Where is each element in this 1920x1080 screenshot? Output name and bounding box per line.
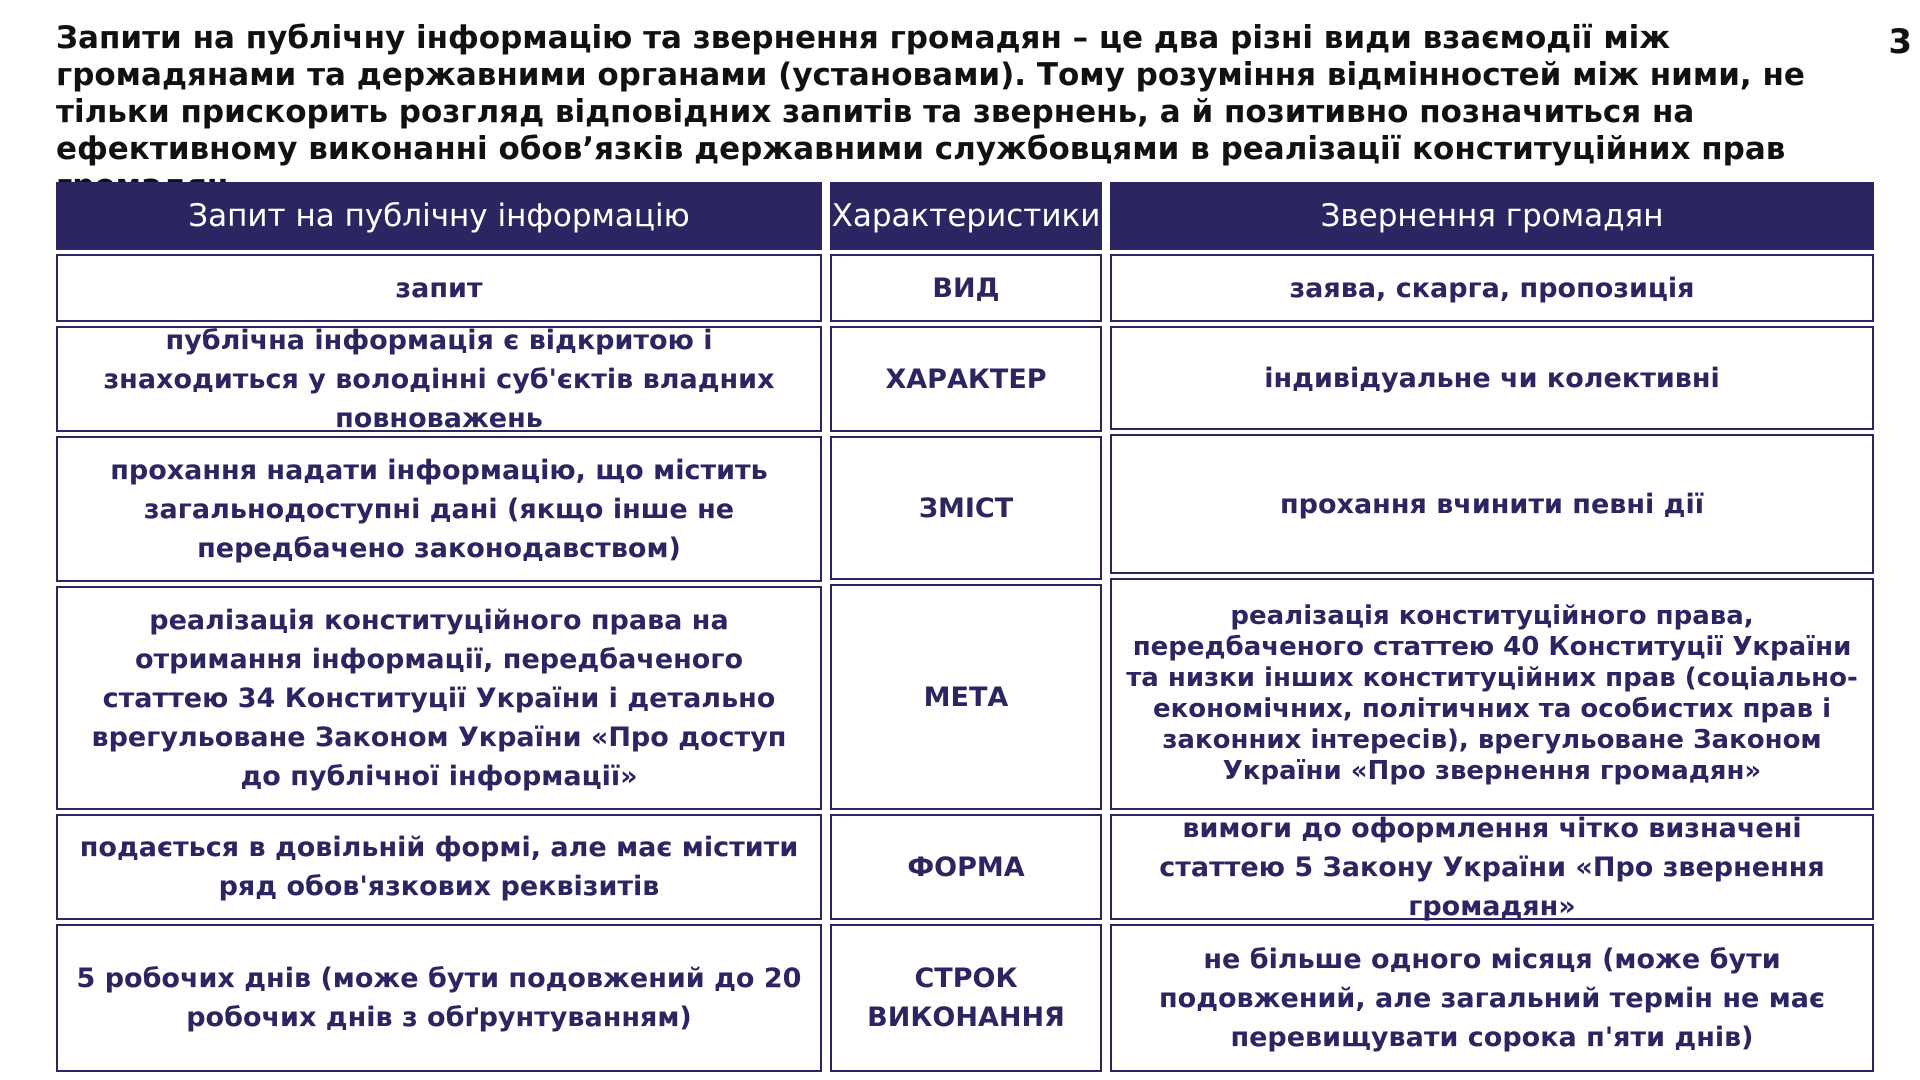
row-form-label: ФОРМА: [830, 814, 1102, 920]
row-purpose-citizen-appeal: реалізація конституційного права, передбаченого статтею 40 Конституції України та низки інших конституційних прав (соціально-економічних, політичних та особистих прав і законних інтересів), врегульоване Законом України «Про звернення громадян»: [1110, 578, 1874, 810]
row-nature-public-info: публічна інформація є відкритою і знаходиться у володінні суб'єктів владних повноважень: [56, 326, 822, 432]
row-form-citizen-appeal: вимоги до оформлення чітко визначені статтею 5 Закону України «Про звернення громадян»: [1110, 814, 1874, 920]
page-number: 3: [1888, 22, 1912, 62]
header-public-info-request: Запит на публічну інформацію: [56, 182, 822, 250]
header-characteristics: Характеристики: [830, 182, 1102, 250]
header-citizen-appeal: Звернення громадян: [1110, 182, 1874, 250]
row-type-public-info: запит: [56, 254, 822, 322]
row-deadline-public-info: 5 робочих днів (може бути подовжений до 20 робочих днів з обґрунтуванням): [56, 924, 822, 1072]
row-nature-citizen-appeal: індивідуальне чи колективні: [1110, 326, 1874, 430]
row-type-label: ВИД: [830, 254, 1102, 322]
row-purpose-label: МЕТА: [830, 584, 1102, 810]
row-deadline-citizen-appeal: не більше одного місяця (може бути подовжений, але загальний термін не має перевищувати сорока п'яти днів): [1110, 924, 1874, 1072]
row-type-citizen-appeal: заява, скарга, пропозиція: [1110, 254, 1874, 322]
row-purpose-public-info: реалізація конституційного права на отримання інформації, передбаченого статтею 34 Конституції України і детально врегульоване Законом України «Про доступ до публічної інформації»: [56, 586, 822, 810]
row-content-label: ЗМІСТ: [830, 436, 1102, 580]
row-content-citizen-appeal: прохання вчинити певні дії: [1110, 434, 1874, 574]
row-form-public-info: подається в довільній формі, але має містити ряд обов'язкових реквізитів: [56, 814, 822, 920]
row-deadline-label: СТРОК ВИКОНАННЯ: [830, 924, 1102, 1072]
intro-paragraph: Запити на публічну інформацію та звернення громадян – це два різні види взаємодії між громадянами та державними органами (установами). Тому розуміння відмінностей між ними, не тільки прискорить розгляд відповідних запитів та звернень, а й позитивно позначиться на ефективному виконанні обов’язків державними службовцями в реалізації конституційних прав: [56, 20, 1805, 167]
row-content-public-info: прохання надати інформацію, що містить загальнодоступні дані (якщо інше не передбачено законодавством): [56, 436, 822, 582]
row-nature-label: ХАРАКТЕР: [830, 326, 1102, 432]
